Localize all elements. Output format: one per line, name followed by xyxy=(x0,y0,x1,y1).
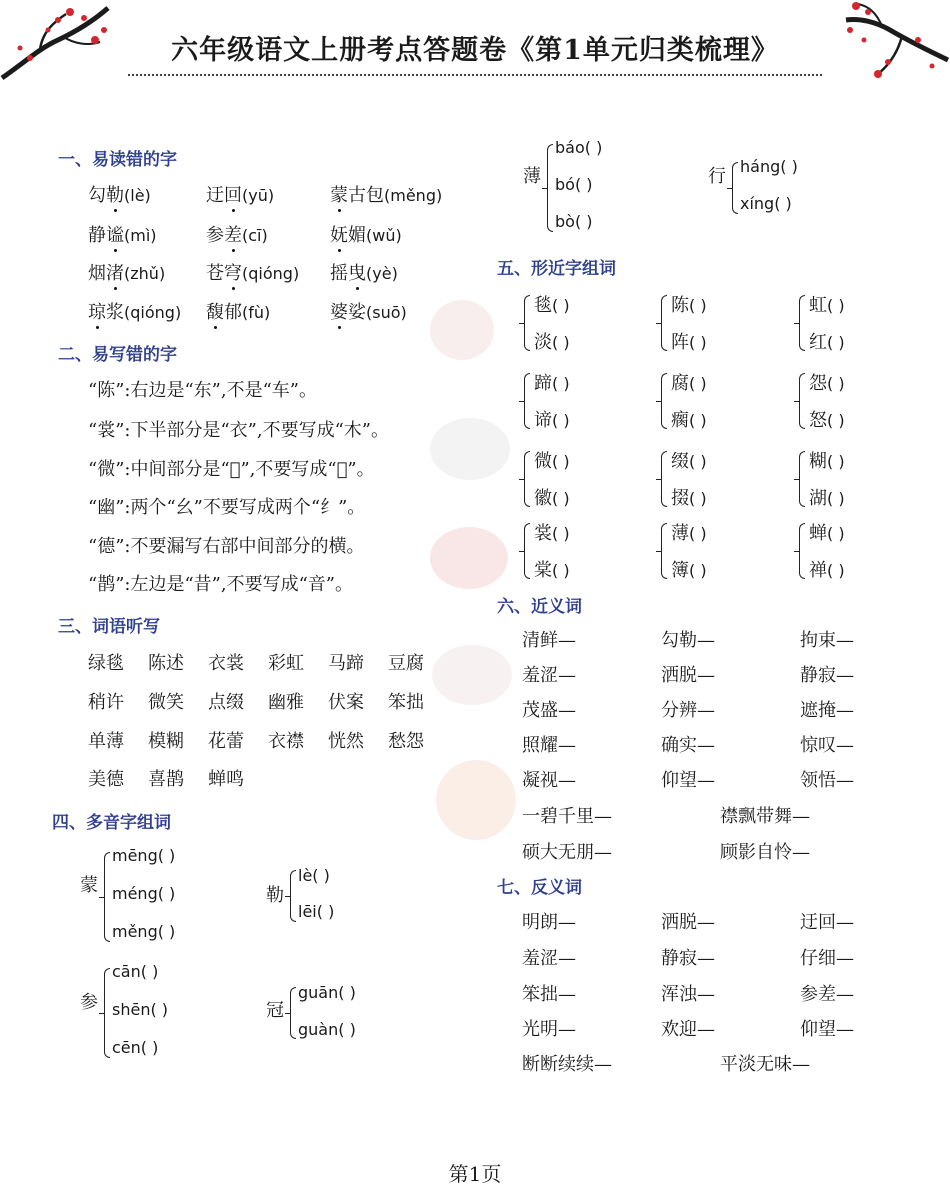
brace-bracket xyxy=(661,295,667,351)
similar-char-entry xyxy=(809,556,845,582)
polyphone-reading: měng( ) xyxy=(112,922,176,941)
dictation-word: 美德 xyxy=(88,769,124,790)
answer-blank: ( ) xyxy=(689,333,707,352)
brace-bracket xyxy=(799,451,805,507)
open-paren: ( xyxy=(242,186,249,205)
similar-char-entry xyxy=(671,484,707,510)
brace-bracket xyxy=(799,523,805,579)
antonym-item: 羞涩— xyxy=(522,948,576,969)
item-pinyin: zhǔ xyxy=(130,264,159,283)
similar-char-entry xyxy=(534,291,570,317)
page-number: 第1页 xyxy=(448,1162,502,1186)
section7-heading: 七、反义词 xyxy=(497,878,582,898)
word-char: 曳 xyxy=(348,263,366,284)
similar-char-entry xyxy=(809,369,845,395)
word-char: 浆 xyxy=(106,302,124,323)
lantern-watermark xyxy=(436,760,516,840)
similar-char-entry xyxy=(534,447,570,473)
polyphone-reading: xíng( ) xyxy=(740,194,792,213)
brace-bracket xyxy=(524,523,530,579)
dictation-word: 恍然 xyxy=(328,731,364,752)
polyphone-char: 蒙 xyxy=(80,875,98,896)
answer-blank: ( ) xyxy=(552,296,570,315)
answer-blank: ( ) xyxy=(689,489,707,508)
pronunciation-item xyxy=(206,259,299,285)
spelling-note: “鹊”:左边是“昔”,不要写成“音”。 xyxy=(88,574,353,595)
word-char: 烟 xyxy=(88,263,106,284)
similar-char-entry xyxy=(671,406,707,432)
similar-char-entry xyxy=(534,369,570,395)
similar-char: 怨 xyxy=(809,373,827,394)
similar-char-entry xyxy=(534,556,570,582)
word-char: 古 xyxy=(348,185,366,206)
answer-blank: ( ) xyxy=(552,452,570,471)
synonym-item: 惊叹— xyxy=(800,735,854,756)
pronunciation-item xyxy=(88,221,157,247)
item-word xyxy=(88,302,124,323)
polyphone-char: 行 xyxy=(708,166,726,187)
section2-heading: 二、易写错的字 xyxy=(58,345,177,365)
answer-blank: ( ) xyxy=(827,411,845,430)
similar-char: 薄 xyxy=(671,523,689,544)
item-word xyxy=(330,225,366,246)
word-char: 娑 xyxy=(348,302,366,323)
synonym-item: 拘束— xyxy=(800,630,854,651)
open-paren: ( xyxy=(124,264,131,283)
polyphone-reading: háng( ) xyxy=(740,157,798,176)
brace-bracket xyxy=(524,295,530,351)
answer-blank: ( ) xyxy=(827,561,845,580)
open-paren: ( xyxy=(384,186,391,205)
brace-bracket xyxy=(290,987,296,1039)
similar-char-entry xyxy=(809,519,845,545)
polyphone-reading: shēn( ) xyxy=(112,1000,169,1019)
dictation-word: 点缀 xyxy=(208,692,244,713)
word-char: 回 xyxy=(224,185,242,206)
polyphone-char: 参 xyxy=(80,992,98,1013)
open-paren: ( xyxy=(124,303,131,322)
answer-blank: ( ) xyxy=(552,333,570,352)
dictation-word: 单薄 xyxy=(88,731,124,752)
answer-blank: ( ) xyxy=(689,561,707,580)
polyphone-char: 冠 xyxy=(266,1000,284,1021)
similar-char-entry xyxy=(534,328,570,354)
synonym-item: 静寂— xyxy=(800,665,854,686)
section5-heading: 五、形近字组词 xyxy=(497,259,616,279)
polyphone-char: 薄 xyxy=(523,166,541,187)
item-word xyxy=(206,302,242,323)
pronunciation-item xyxy=(206,298,270,324)
section3-heading: 三、词语听写 xyxy=(58,617,160,637)
brace-bracket xyxy=(661,373,667,429)
similar-char: 腐 xyxy=(671,373,689,394)
similar-char: 徽 xyxy=(534,488,552,509)
lantern-watermark xyxy=(430,300,494,360)
similar-char: 陈 xyxy=(671,295,689,316)
similar-char: 淡 xyxy=(534,332,552,353)
brace-bracket xyxy=(524,373,530,429)
similar-char: 糊 xyxy=(809,451,827,472)
spelling-note: “德”:不要漏写右部中间部分的横。 xyxy=(88,536,365,557)
lantern-watermark xyxy=(430,527,508,589)
pronunciation-item xyxy=(206,221,268,247)
synonym-item: 清鲜— xyxy=(522,630,576,651)
spelling-note: “陈”:右边是“东”,不是“车”。 xyxy=(88,380,317,401)
similar-char: 毯 xyxy=(534,295,552,316)
word-char: 勒 xyxy=(106,185,124,206)
lantern-watermark xyxy=(430,418,510,480)
brace-bracket xyxy=(732,162,738,214)
synonym-item: 遮掩— xyxy=(800,700,854,721)
answer-blank: ( ) xyxy=(689,524,707,543)
antonym-item: 光明— xyxy=(522,1019,576,1040)
word-char: 琼 xyxy=(88,302,106,323)
pronunciation-item xyxy=(330,181,442,207)
answer-blank: ( ) xyxy=(689,296,707,315)
title-divider xyxy=(128,74,822,76)
item-pinyin: wǔ xyxy=(372,226,396,245)
brace-bracket xyxy=(524,451,530,507)
answer-blank: ( ) xyxy=(827,333,845,352)
similar-char-entry xyxy=(534,484,570,510)
item-word xyxy=(330,185,384,206)
similar-char: 微 xyxy=(534,451,552,472)
page-title: 六年级语文上册考点答题卷《第1单元归类梳理》 xyxy=(171,35,779,66)
antonym-item: 仰望— xyxy=(800,1019,854,1040)
brace-bracket xyxy=(661,451,667,507)
item-pinyin: lè xyxy=(130,186,145,205)
dictation-word: 稍许 xyxy=(88,692,124,713)
item-word xyxy=(330,302,366,323)
similar-char-entry xyxy=(809,291,845,317)
open-paren: ( xyxy=(242,226,249,245)
polyphone-reading: guān( ) xyxy=(298,983,356,1002)
similar-char: 虹 xyxy=(809,295,827,316)
answer-blank: ( ) xyxy=(552,489,570,508)
item-word xyxy=(88,185,124,206)
pronunciation-item xyxy=(88,298,181,324)
dictation-word: 幽雅 xyxy=(268,692,304,713)
antonym-item: 迂回— xyxy=(800,912,854,933)
word-char: 包 xyxy=(366,185,384,206)
dictation-word: 豆腐 xyxy=(388,653,424,674)
similar-char: 阵 xyxy=(671,332,689,353)
similar-char: 蹄 xyxy=(534,373,552,394)
dictation-word: 微笑 xyxy=(148,692,184,713)
close-paren: ) xyxy=(292,264,300,283)
item-word xyxy=(88,225,124,246)
section6-heading: 六、近义词 xyxy=(497,597,582,617)
item-pinyin: qióng xyxy=(130,303,175,322)
antonym-item: 平淡无味— xyxy=(720,1054,810,1075)
word-char: 妩 xyxy=(330,225,348,246)
brace-bracket xyxy=(661,523,667,579)
item-word xyxy=(206,185,242,206)
item-pinyin: mì xyxy=(130,226,151,245)
section1-heading: 一、易读错的字 xyxy=(58,150,177,170)
antonym-item: 笨拙— xyxy=(522,984,576,1005)
brace-bracket xyxy=(104,968,110,1058)
answer-blank: ( ) xyxy=(552,524,570,543)
synonym-item: 襟飘带舞— xyxy=(720,806,810,827)
open-paren: ( xyxy=(242,303,249,322)
similar-char: 禅 xyxy=(809,560,827,581)
synonym-item: 勾勒— xyxy=(661,630,715,651)
close-paren: ) xyxy=(435,186,443,205)
close-paren: ) xyxy=(391,264,398,283)
brace-bracket xyxy=(799,295,805,351)
synonym-item: 分辨— xyxy=(661,700,715,721)
brace-bracket xyxy=(290,870,296,922)
similar-char: 怒 xyxy=(809,410,827,431)
item-pinyin: cī xyxy=(248,226,262,245)
polyphone-reading: guàn( ) xyxy=(298,1020,356,1039)
open-paren: ( xyxy=(366,303,373,322)
dictation-word: 衣襟 xyxy=(268,731,304,752)
answer-blank: ( ) xyxy=(552,374,570,393)
item-word xyxy=(206,225,242,246)
similar-char: 裳 xyxy=(534,523,552,544)
spelling-note: “幽”:两个“幺”不要写成两个“纟”。 xyxy=(88,497,366,518)
word-char: 勾 xyxy=(88,185,106,206)
similar-char-entry xyxy=(809,447,845,473)
similar-char-entry xyxy=(671,556,707,582)
dictation-word: 愁怨 xyxy=(388,731,424,752)
similar-char-entry xyxy=(671,447,707,473)
word-char: 郁 xyxy=(224,302,242,323)
answer-blank: ( ) xyxy=(689,374,707,393)
spelling-note: “微”:中间部分是“𬼘”,不要写成“𬼙”。 xyxy=(88,459,375,480)
synonym-item: 仰望— xyxy=(661,770,715,791)
lantern-watermark xyxy=(432,645,512,705)
word-char: 迂 xyxy=(206,185,224,206)
item-word xyxy=(330,263,366,284)
item-pinyin: fù xyxy=(248,303,265,322)
antonym-item: 浑浊— xyxy=(661,984,715,1005)
polyphone-reading: lè( ) xyxy=(298,866,330,885)
answer-blank: ( ) xyxy=(689,452,707,471)
dictation-word: 蝉鸣 xyxy=(208,769,244,790)
dictation-word: 马蹄 xyxy=(328,653,364,674)
polyphone-reading: báo( ) xyxy=(555,138,603,157)
dictation-word: 笨拙 xyxy=(388,692,424,713)
synonym-item: 洒脱— xyxy=(661,665,715,686)
synonym-item: 确实— xyxy=(661,735,715,756)
synonym-item: 凝视— xyxy=(522,770,576,791)
similar-char-entry xyxy=(671,369,707,395)
dictation-word: 彩虹 xyxy=(268,653,304,674)
item-pinyin: qióng xyxy=(248,264,293,283)
similar-char: 谛 xyxy=(534,410,552,431)
synonym-item: 茂盛— xyxy=(522,700,576,721)
item-pinyin: yū xyxy=(248,186,268,205)
open-paren: ( xyxy=(124,186,131,205)
close-paren: ) xyxy=(267,186,275,205)
similar-char: 红 xyxy=(809,332,827,353)
antonym-item: 明朗— xyxy=(522,912,576,933)
word-char: 谧 xyxy=(106,225,124,246)
brace-bracket xyxy=(547,144,553,232)
answer-blank: ( ) xyxy=(552,561,570,580)
similar-char-entry xyxy=(534,519,570,545)
answer-blank: ( ) xyxy=(827,524,845,543)
polyphone-reading: cēn( ) xyxy=(112,1038,159,1057)
word-char: 渚 xyxy=(106,263,124,284)
similar-char: 簿 xyxy=(671,560,689,581)
close-paren: ) xyxy=(400,303,407,322)
dictation-word: 陈述 xyxy=(148,653,184,674)
similar-char: 蝉 xyxy=(809,523,827,544)
open-paren: ( xyxy=(366,264,373,283)
word-char: 媚 xyxy=(348,225,366,246)
synonym-item: 照耀— xyxy=(522,735,576,756)
dictation-word: 花蕾 xyxy=(208,731,244,752)
similar-char: 掇 xyxy=(671,488,689,509)
synonym-item: 硕大无朋— xyxy=(522,842,612,863)
word-char: 静 xyxy=(88,225,106,246)
item-pinyin: yè xyxy=(372,264,392,283)
word-char: 婆 xyxy=(330,302,348,323)
close-paren: ) xyxy=(158,264,166,283)
pronunciation-item xyxy=(330,259,398,285)
similar-char-entry xyxy=(671,519,707,545)
dictation-word: 伏案 xyxy=(328,692,364,713)
answer-blank: ( ) xyxy=(827,452,845,471)
close-paren: ) xyxy=(144,186,151,205)
antonym-item: 欢迎— xyxy=(661,1019,715,1040)
item-word xyxy=(206,263,242,284)
polyphone-reading: lēi( ) xyxy=(298,902,335,921)
brace-bracket xyxy=(104,852,110,942)
similar-char: 湖 xyxy=(809,488,827,509)
dictation-word: 衣裳 xyxy=(208,653,244,674)
answer-blank: ( ) xyxy=(689,411,707,430)
answer-blank: ( ) xyxy=(827,374,845,393)
close-paren: ) xyxy=(174,303,182,322)
answer-blank: ( ) xyxy=(552,411,570,430)
word-char: 参 xyxy=(206,225,224,246)
dictation-word: 喜鹊 xyxy=(148,769,184,790)
word-char: 蒙 xyxy=(330,185,348,206)
antonym-item: 仔细— xyxy=(800,948,854,969)
polyphone-reading: mēng( ) xyxy=(112,846,176,865)
open-paren: ( xyxy=(124,226,131,245)
close-paren: ) xyxy=(395,226,402,245)
similar-char: 瘸 xyxy=(671,410,689,431)
close-paren: ) xyxy=(264,303,271,322)
word-char: 差 xyxy=(224,225,242,246)
item-pinyin: měng xyxy=(390,186,436,205)
similar-char: 棠 xyxy=(534,560,552,581)
antonym-item: 参差— xyxy=(800,984,854,1005)
similar-char-entry xyxy=(809,406,845,432)
polyphone-reading: bó( ) xyxy=(555,175,593,194)
pronunciation-item xyxy=(330,221,402,247)
spelling-note: “裳”:下半部分是“衣”,不要写成“木”。 xyxy=(88,420,389,441)
similar-char-entry xyxy=(671,328,707,354)
pronunciation-item xyxy=(206,181,274,207)
answer-blank: ( ) xyxy=(827,489,845,508)
item-pinyin: suō xyxy=(372,303,401,322)
polyphone-reading: cān( ) xyxy=(112,962,159,981)
open-paren: ( xyxy=(366,226,373,245)
answer-blank: ( ) xyxy=(827,296,845,315)
pronunciation-item xyxy=(88,259,165,285)
similar-char-entry xyxy=(809,484,845,510)
open-paren: ( xyxy=(242,264,249,283)
pronunciation-item xyxy=(88,181,151,207)
synonym-item: 领悟— xyxy=(800,770,854,791)
antonym-item: 断断续续— xyxy=(522,1054,612,1075)
synonym-item: 一碧千里— xyxy=(522,806,612,827)
word-char: 苍 xyxy=(206,263,224,284)
similar-char-entry xyxy=(671,291,707,317)
section4-heading: 四、多音字组词 xyxy=(52,813,171,833)
dictation-word: 模糊 xyxy=(148,731,184,752)
synonym-item: 顾影自怜— xyxy=(720,842,810,863)
polyphone-reading: bò( ) xyxy=(555,212,593,231)
pronunciation-item xyxy=(330,298,407,324)
similar-char-entry xyxy=(809,328,845,354)
item-word xyxy=(88,263,124,284)
word-char: 穹 xyxy=(224,263,242,284)
polyphone-char: 勒 xyxy=(266,885,284,906)
word-char: 馥 xyxy=(206,302,224,323)
dictation-word: 绿毯 xyxy=(88,653,124,674)
similar-char-entry xyxy=(534,406,570,432)
antonym-item: 洒脱— xyxy=(661,912,715,933)
polyphone-reading: méng( ) xyxy=(112,884,176,903)
similar-char: 缀 xyxy=(671,451,689,472)
word-char: 摇 xyxy=(330,263,348,284)
antonym-item: 静寂— xyxy=(661,948,715,969)
close-paren: ) xyxy=(261,226,268,245)
synonym-item: 羞涩— xyxy=(522,665,576,686)
brace-bracket xyxy=(799,373,805,429)
close-paren: ) xyxy=(150,226,157,245)
